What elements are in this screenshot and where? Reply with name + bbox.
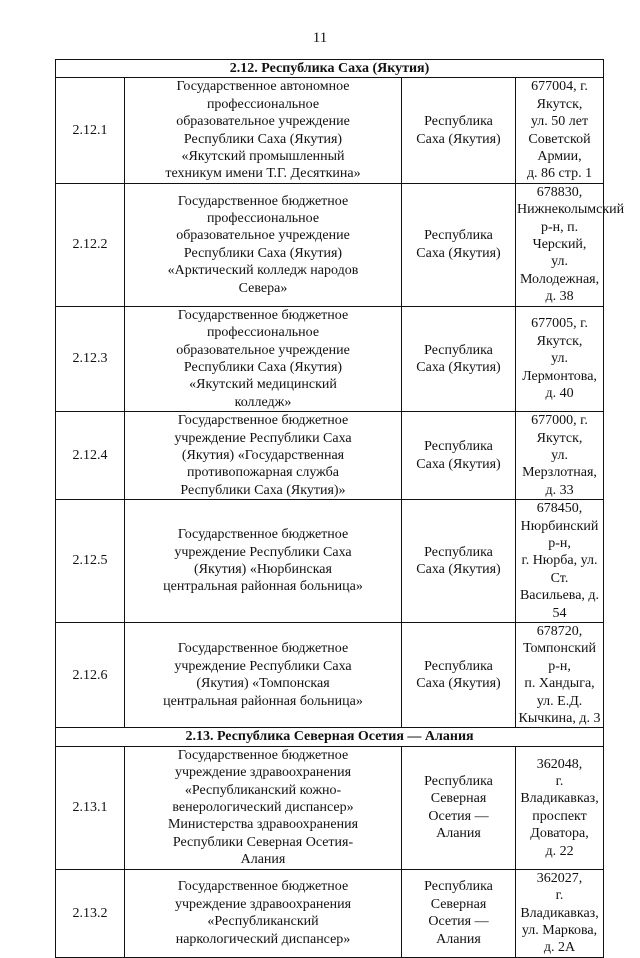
row-number: 2.13.1: [56, 746, 125, 869]
row-number: 2.13.2: [56, 869, 125, 957]
table-row: [56, 623, 604, 728]
address: 677005, г. Якутск, ул. Лермонтова, д. 40: [516, 306, 604, 411]
row-number: 2.12.2: [56, 183, 125, 306]
region: Республика Саха (Якутия): [402, 623, 516, 728]
institution-name: Государственное бюджетное учреждение здравоохранения «Республиканский наркологический диспансер»: [125, 869, 402, 957]
region: Республика Северная Осетия — Алания: [402, 869, 516, 957]
institution-name: Государственное бюджетное учреждение Республики Саха (Якутия) «Нюрбинская центральная районная больница»: [125, 500, 402, 623]
region: Республика Северная Осетия — Алания: [402, 746, 516, 869]
table-row: [56, 500, 604, 623]
row-number: 2.12.1: [56, 78, 125, 183]
region: Республика Саха (Якутия): [402, 183, 516, 306]
row-number: 2.12.5: [56, 500, 125, 623]
page-number: 11: [312, 30, 328, 46]
row-number: 2.12.3: [56, 306, 125, 411]
region: Республика Саха (Якутия): [402, 412, 516, 500]
institution-name: Государственное бюджетное учреждение здравоохранения «Республиканский кожно- венерологический диспансер» Министерства здравоохранения Республики Северная Осетия- Алания: [125, 746, 402, 869]
address: 677004, г. Якутск, ул. 50 лет Советской Армии, д. 86 стр. 1: [516, 78, 604, 183]
institution-name: Государственное бюджетное учреждение Республики Саха (Якутия) «Томпонская центральная районная больница»: [125, 623, 402, 728]
address: 362048, г. Владикавказ, проспект Доватора, д. 22: [516, 746, 604, 869]
region: Республика Саха (Якутия): [402, 500, 516, 623]
table-row: [56, 306, 604, 411]
region: Республика Саха (Якутия): [402, 78, 516, 183]
institution-name: Государственное бюджетное профессиональное образовательное учреждение Республики Саха (Якутия) «Якутский медицинский колледж»: [125, 306, 402, 411]
table-row: [56, 869, 604, 957]
institution-name: Государственное автономное профессиональное образовательное учреждение Республики Саха (Якутия) «Якутский промышленный техникум имени Т.Г. Десяткина»: [125, 78, 402, 183]
row-number: 2.12.4: [56, 412, 125, 500]
table-row: [56, 183, 604, 306]
address: 677000, г. Якутск, ул. Мерзлотная, д. 33: [516, 412, 604, 500]
institution-name: Государственное бюджетное профессиональное образовательное учреждение Республики Саха (Якутия) «Арктический колледж народов Севера»: [125, 183, 402, 306]
institution-name: Государственное бюджетное учреждение Республики Саха (Якутия) «Государственная противопожарная служба Республики Саха (Якутия)»: [125, 412, 402, 500]
table-row: [56, 412, 604, 500]
address: 678450, Нюрбинский р-н, г. Нюрба, ул. Ст. Васильева, д. 54: [516, 500, 604, 623]
address: 362027, г. Владикавказ, ул. Маркова, д. 2А: [516, 869, 604, 957]
row-number: 2.12.6: [56, 623, 125, 728]
table-row: [56, 746, 604, 869]
address: 678830, Нижнеколымский р-н, п. Черский, ул. Молодежная, д. 38: [517, 184, 625, 305]
table-row: [56, 78, 604, 183]
institutions-table: [55, 59, 625, 958]
region: Республика Саха (Якутия): [402, 306, 516, 411]
address: 678720, Томпонский р-н, п. Хандыга, ул. Е.Д. Кычкина, д. 3: [516, 623, 604, 728]
section-title: 2.13. Республика Северная Осетия — Алания: [56, 728, 604, 746]
section-title: 2.12. Республика Саха (Якутия): [56, 60, 604, 78]
